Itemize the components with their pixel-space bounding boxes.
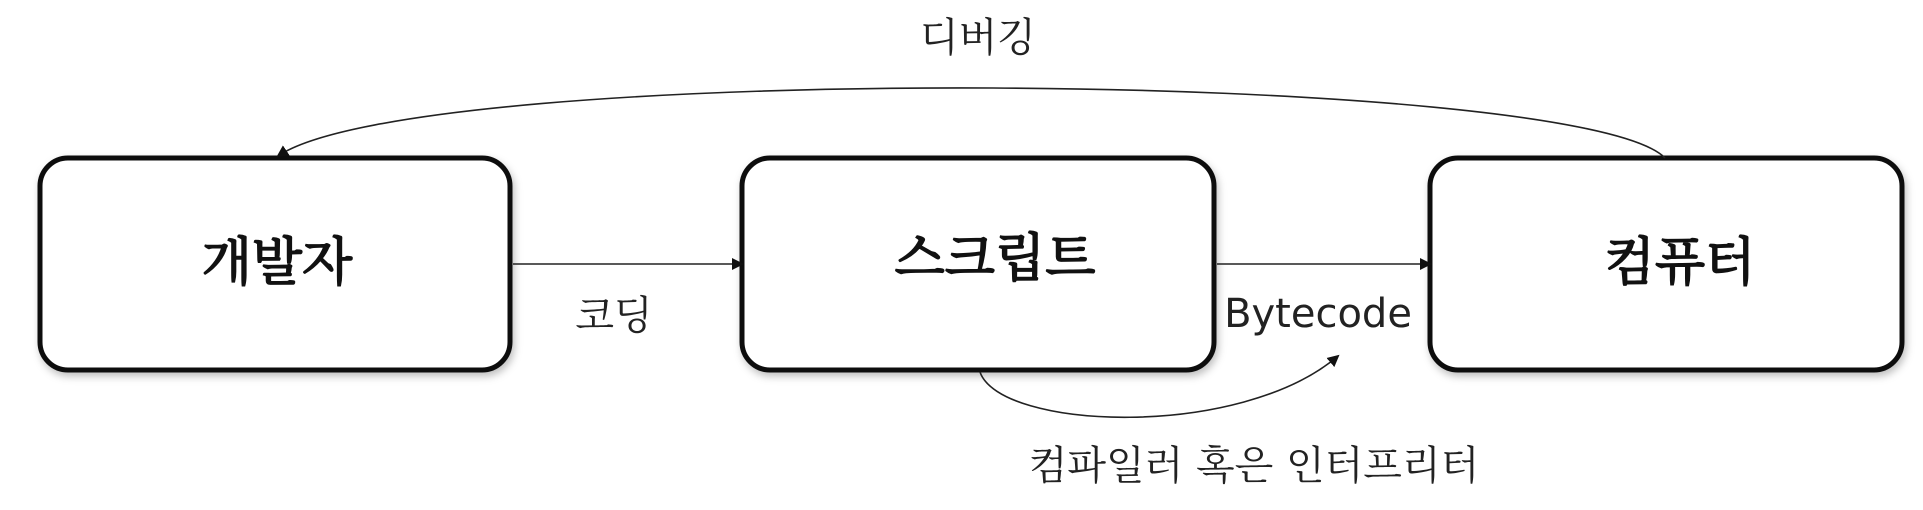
node-script	[742, 158, 1214, 370]
computer-label: 컴퓨터	[1604, 233, 1756, 293]
coding-label: 코딩	[575, 293, 653, 339]
script-label: 스크립트	[894, 229, 1096, 289]
node-developer	[40, 158, 510, 370]
compiler-label: 컴파일러 혹은 인터프리터	[1028, 443, 1480, 489]
debugging-label: 디버깅	[920, 15, 1036, 61]
edge-debugging	[278, 88, 1665, 158]
bytecode-label: Bytecode	[1224, 291, 1412, 337]
developer-label: 개발자	[201, 233, 353, 293]
node-computer	[1430, 158, 1902, 370]
